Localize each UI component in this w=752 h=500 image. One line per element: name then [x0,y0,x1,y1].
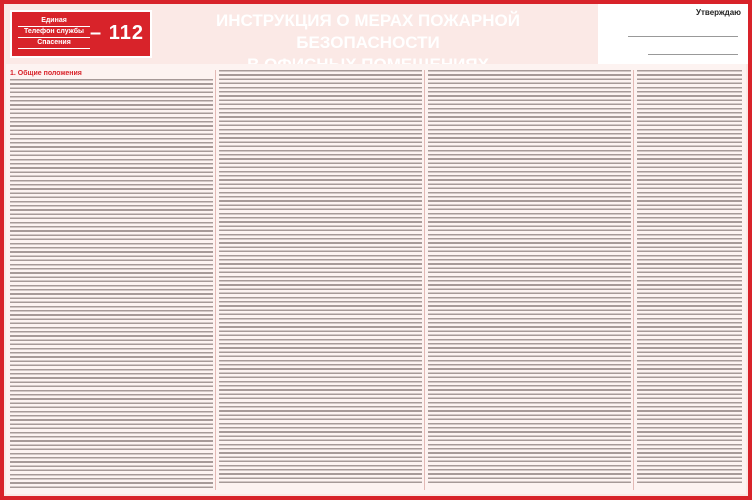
column-divider [215,70,216,490]
text-column-3 [428,70,631,490]
emergency-label-line2: Телефон службы [18,27,90,38]
body-text-lines [10,79,213,489]
section-heading-general: 1. Общие положения [10,70,82,77]
instruction-body [6,64,746,494]
body-text-lines [428,70,631,486]
text-column-4 [637,70,742,490]
body-text-lines [637,70,742,486]
page-title [158,10,578,58]
column-divider [633,70,634,490]
approval-date-line [648,42,738,55]
emergency-number: – 112 [90,22,144,44]
approval-signature-line [628,24,738,37]
text-column-2 [219,70,422,490]
approval-block [598,4,748,64]
title-line1: ИНСТРУКЦИЯ О МЕРАХ ПОЖАРНОЙ БЕЗОПАСНОСТИ [216,11,520,52]
emergency-label-line1: Единая [18,16,90,27]
emergency-label [18,16,90,49]
emergency-phone-badge [10,10,152,58]
body-text-lines [219,70,422,486]
column-divider [424,70,425,490]
approval-label: Утверждаю [696,8,741,17]
emergency-label-line3: Спасения [18,38,90,49]
text-column-1 [10,70,213,490]
